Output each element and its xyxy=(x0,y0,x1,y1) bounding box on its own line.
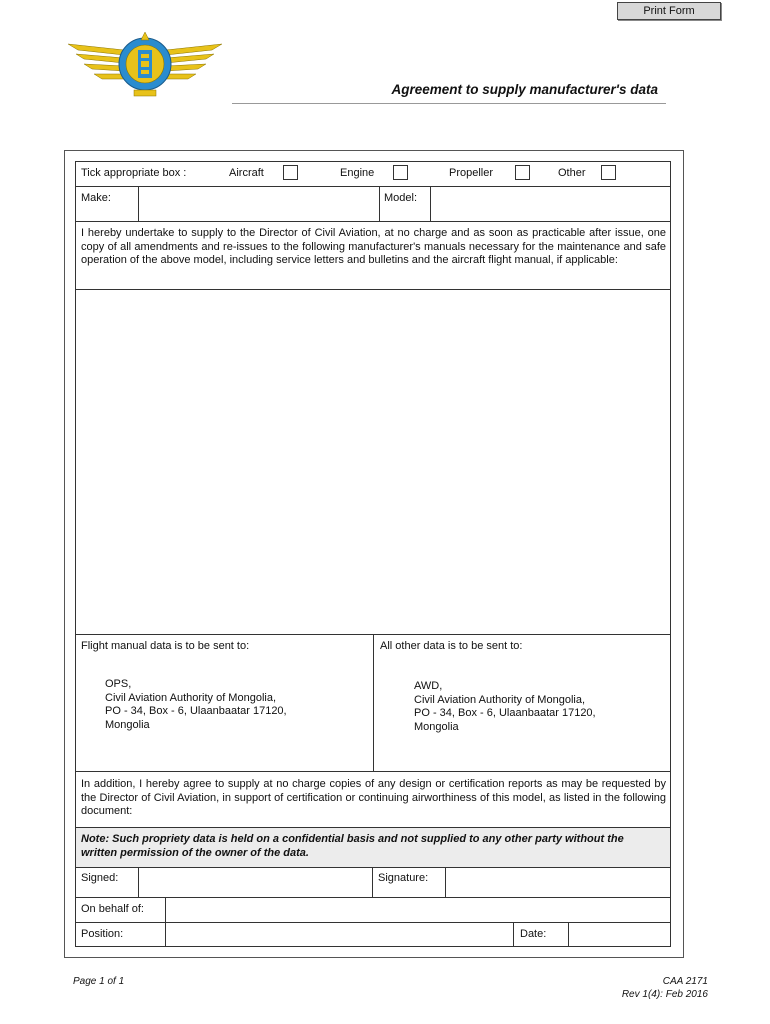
model-input[interactable] xyxy=(432,188,669,220)
flight-manual-address xyxy=(105,678,287,732)
position-divider xyxy=(165,922,166,947)
model-divider-right xyxy=(430,186,431,222)
frame-border-top xyxy=(64,150,684,151)
make-input[interactable] xyxy=(140,188,378,220)
engine-checkbox[interactable] xyxy=(393,165,408,180)
address-line: PO - 34, Box - 6, Ulaanbaatar 17120, xyxy=(414,707,596,719)
model-label: Model: xyxy=(384,192,418,204)
form-revision: Rev 1(4): Feb 2016 xyxy=(621,989,708,1000)
address-line: Civil Aviation Authority of Mongolia, xyxy=(414,693,585,706)
address-line: Mongolia xyxy=(105,718,150,731)
behalf-label: On behalf of: xyxy=(81,903,144,915)
date-input[interactable] xyxy=(570,924,669,945)
undertaking-text: I hereby undertake to supply to the Director of Civil Aviation, at no charge and as soon as practicable after issue, one copy of all amendments and re-issues to the following manufacturer's manuals necessary for the maintenance and safe operation of the above model, including service letters and bulletins and the aircraft flight manual, if applicable: xyxy=(81,227,666,266)
other-data-label: All other data is to be sent to: xyxy=(380,640,523,652)
address-line: Civil Aviation Authority of Mongolia, xyxy=(105,691,276,704)
signature-input[interactable] xyxy=(447,869,669,896)
manuals-list-area[interactable] xyxy=(75,289,671,635)
frame-border-left xyxy=(64,150,65,958)
aircraft-checkbox[interactable] xyxy=(283,165,298,180)
propeller-label: Propeller xyxy=(449,167,494,179)
form-number: CAA 2171 xyxy=(662,976,708,987)
frame-border-bottom xyxy=(64,957,684,958)
flight-manual-label: Flight manual data is to be sent to: xyxy=(81,640,250,652)
address-line: AWD, xyxy=(414,680,443,692)
print-form-button[interactable]: Print Form xyxy=(617,2,721,20)
tick-prompt: Tick appropriate box : xyxy=(81,167,187,179)
signed-input[interactable] xyxy=(140,869,370,896)
signature-divider-left xyxy=(372,867,373,898)
aircraft-label: Aircraft xyxy=(229,167,264,179)
signature-divider-right xyxy=(445,867,446,898)
other-checkbox[interactable] xyxy=(601,165,616,180)
position-label: Position: xyxy=(81,928,124,940)
signed-divider xyxy=(138,867,139,898)
address-line: PO - 34, Box - 6, Ulaanbaatar 17120, xyxy=(105,705,287,717)
signature-label: Signature: xyxy=(378,872,429,884)
make-divider xyxy=(138,186,139,222)
position-input[interactable] xyxy=(167,924,511,945)
page-number: Page 1 of 1 xyxy=(73,976,125,987)
caa-mongolia-logo xyxy=(68,28,222,100)
form-reference xyxy=(622,975,708,1001)
behalf-divider xyxy=(165,897,166,923)
other-data-address xyxy=(414,680,596,734)
address-line: OPS, xyxy=(105,678,132,690)
title-rule xyxy=(232,103,666,104)
other-label: Other xyxy=(558,167,586,179)
address-line: Mongolia xyxy=(414,720,459,733)
date-label: Date: xyxy=(520,928,547,940)
form-title: Agreement to supply manufacturer's data xyxy=(391,82,658,97)
model-divider-left xyxy=(379,186,380,222)
address-divider xyxy=(373,634,374,772)
signed-label: Signed: xyxy=(81,872,119,884)
propeller-checkbox[interactable] xyxy=(515,165,530,180)
frame-border-right xyxy=(683,150,684,958)
date-divider-left xyxy=(513,922,514,947)
behalf-input[interactable] xyxy=(167,899,669,921)
addition-text: In addition, I hereby agree to supply at no charge copies of any design or certification reports as may be requested by the Director of Civil Aviation, in support of certification or continuing airworthiness of this model, as listed in the following document: xyxy=(81,778,666,817)
make-label: Make: xyxy=(81,192,111,204)
engine-label: Engine xyxy=(340,167,375,179)
confidential-note: Note: Such propriety data is held on a confidential basis and not supplied to any other party without the written permission of the owner of the data. xyxy=(81,833,624,859)
date-divider-right xyxy=(568,922,569,947)
